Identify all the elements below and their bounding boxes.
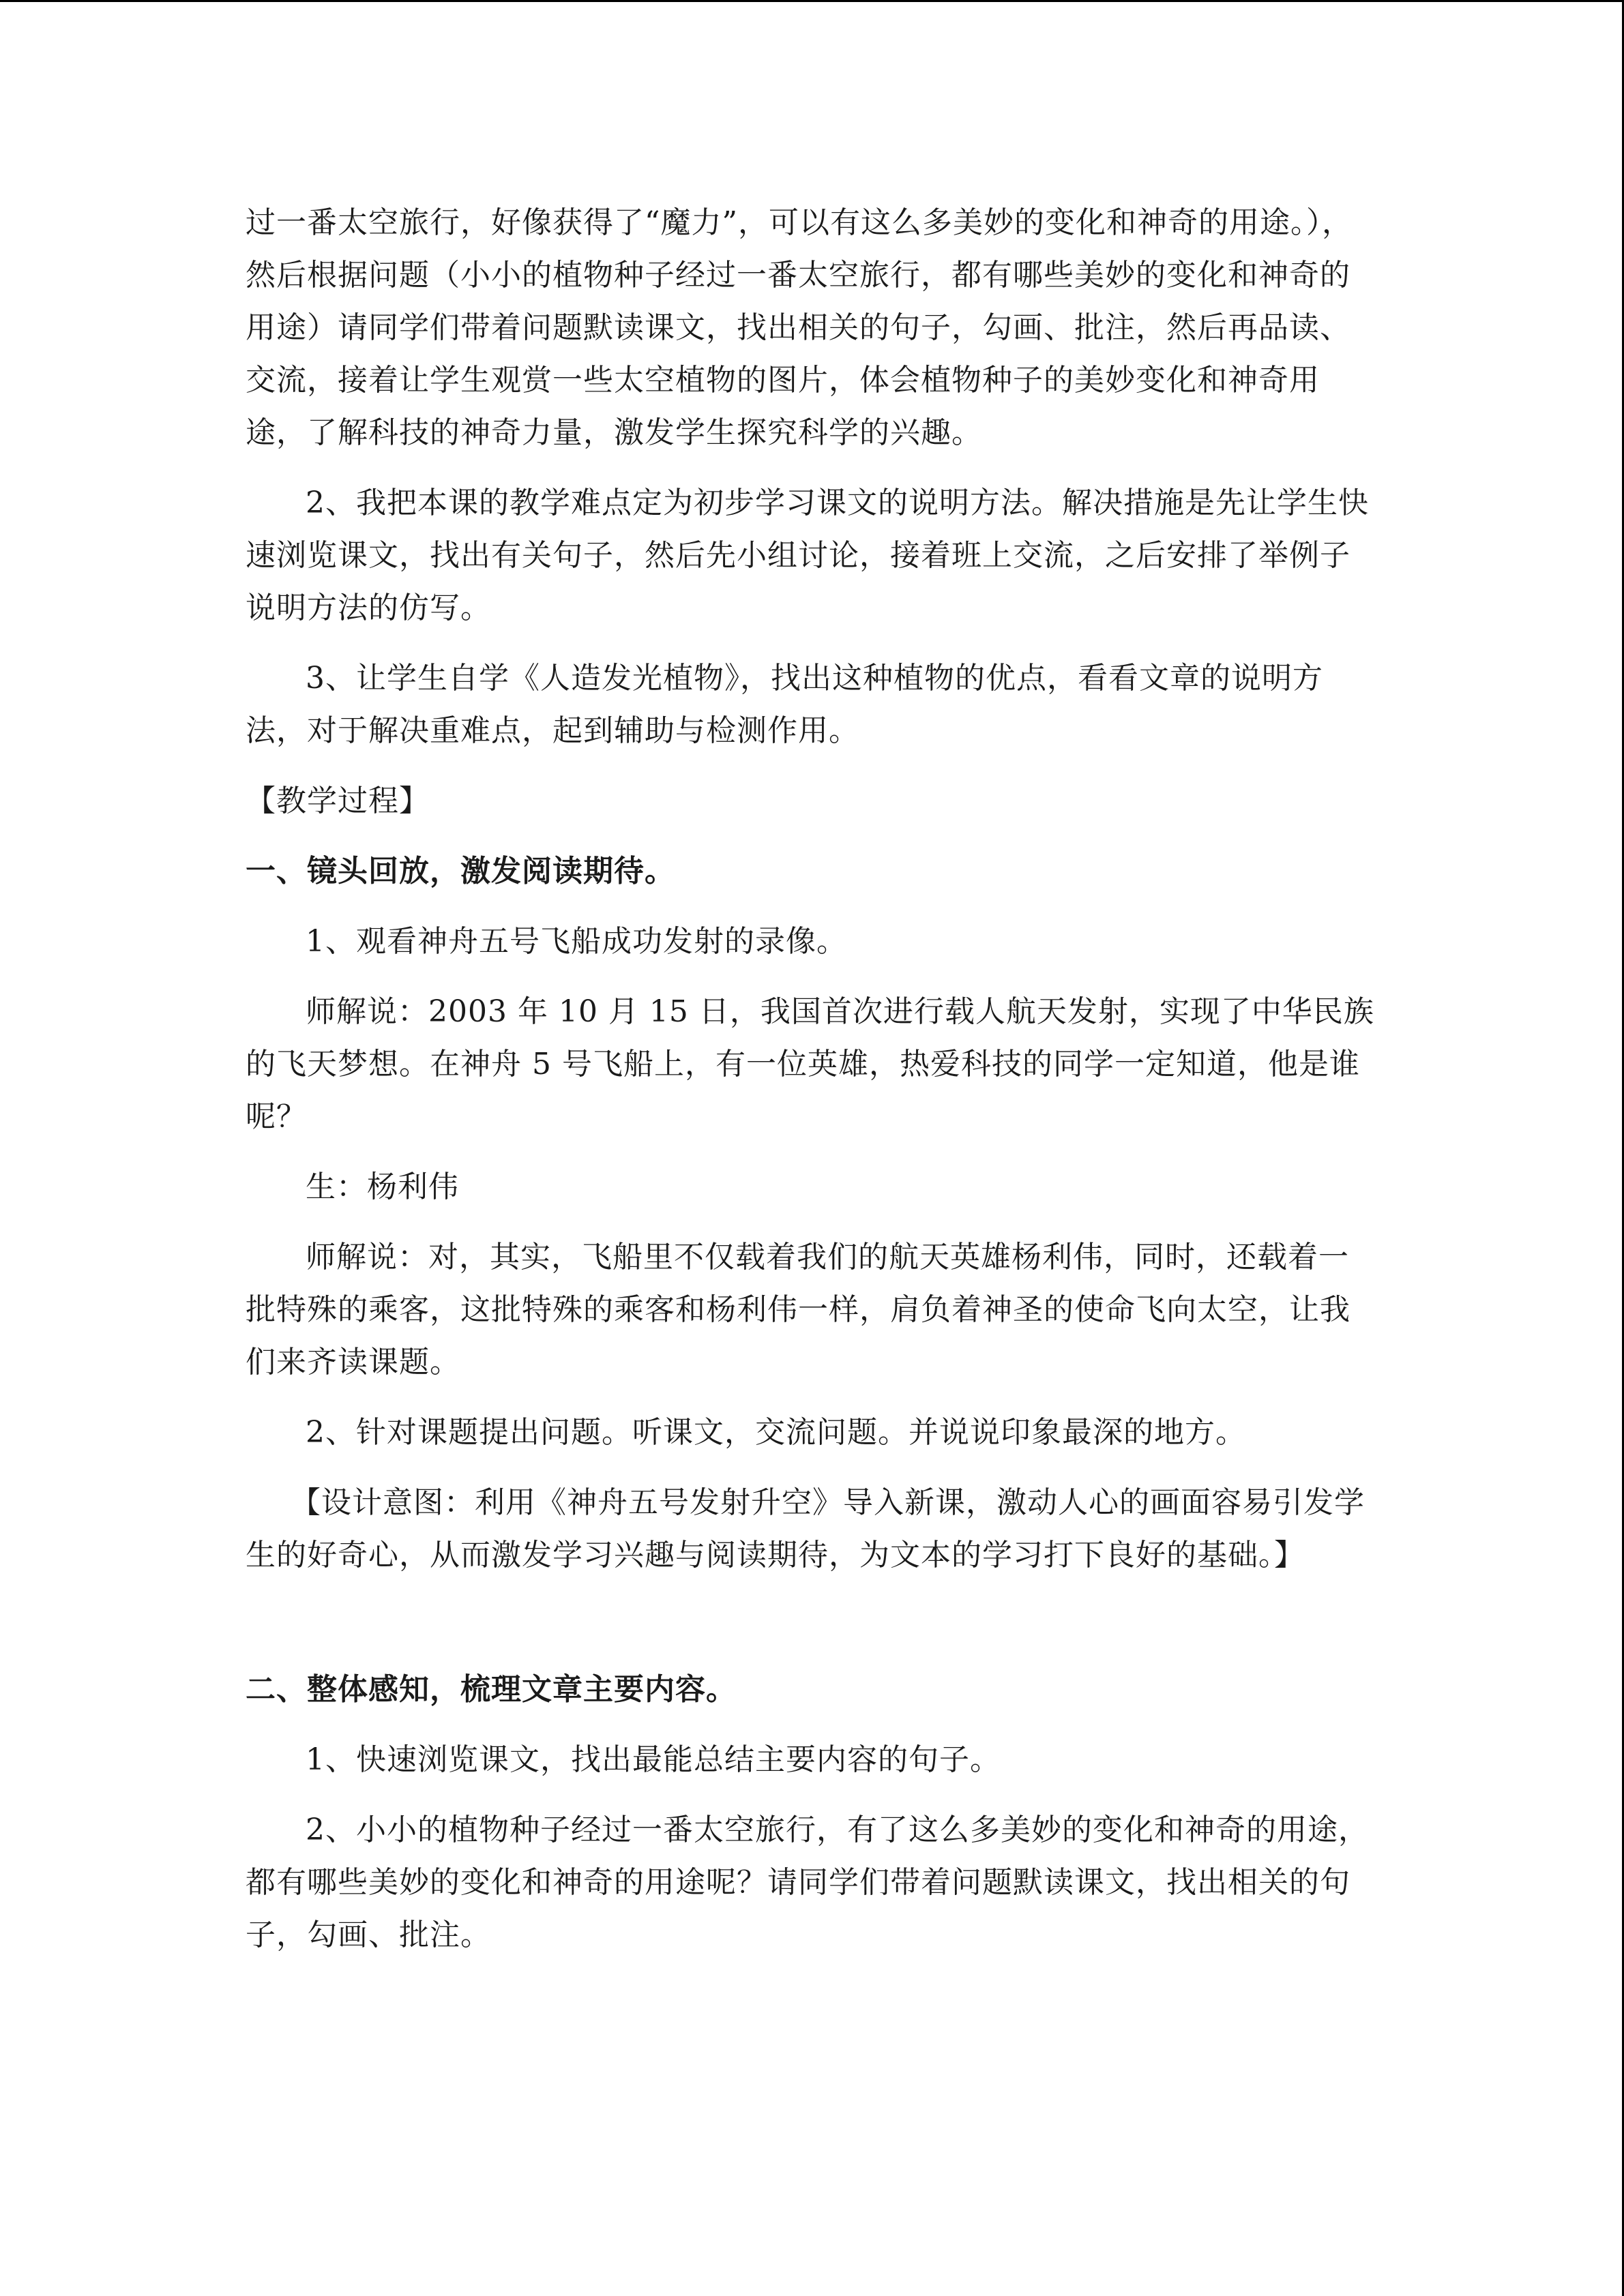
design-intent-note: 【设计意图：利用《神舟五号发射升空》导入新课，激动人心的画面容易引发学生的好奇心，从而激发学习兴趣与阅读期待，为文本的学习打下良好的基础。】 (246, 1485, 1365, 1572)
paragraph-read-silently: 2、小小的植物种子经过一番太空旅行，有了这么多美妙的变化和神奇的用途，都有哪些美妙的变化和神奇的用途呢？请同学们带着问题默读课文，找出相关的句子，勾画、批注。 (246, 1813, 1369, 1952)
heading-part-two: 二、整体感知，梳理文章主要内容。 (246, 1672, 737, 1707)
paragraph-teacher-explain: 师解说：对，其实，飞船里不仅载着我们的航天英雄杨利伟，同时，还载着一批特殊的乘客，这批特殊的乘客和杨利伟一样，肩负着神圣的使命飞向太空，让我们来齐读课题。 (246, 1240, 1350, 1380)
paragraph-continuation: 过一番太空旅行，好像获得了“魔力”，可以有这么多美妙的变化和神奇的用途。），然后根据问题（小小的植物种子经过一番太空旅行，都有哪些美妙的变化和神奇的用途）请同学们带着问题默读课文，找出相关的句子，勾画、批注，然后再品读、交流，接着让学生观赏一些太空植物的图片，体会植物种子的美妙变化和神奇用途，了解科技的神奇力量，激发学生探究科学的兴趣。 (246, 205, 1353, 450)
page-edge-top (0, 0, 1624, 2)
section-label-teaching-process: 【教学过程】 (246, 784, 430, 818)
paragraph-teacher-intro: 师解说：2003 年 10 月 15 日，我国首次进行载人航天发射，实现了中华民族的飞天梦想。在神舟 5 号飞船上，有一位英雄，热爱科技的同学一定知道，他是谁呢？ (246, 994, 1374, 1134)
document-body (246, 196, 1378, 1961)
paragraph-browse-text: 1、快速浏览课文，找出最能总结主要内容的句子。 (306, 1742, 1001, 1777)
paragraph-difficulty: 2、我把本课的教学难点定为初步学习课文的说明方法。解决措施是先让学生快速浏览课文，找出有关句子，然后先小组讨论，接着班上交流，之后安排了举例子说明方法的仿写。 (246, 486, 1369, 625)
heading-part-one: 一、镜头回放，激发阅读期待。 (246, 854, 675, 889)
paragraph-self-study: 3、让学生自学《人造发光植物》，找出这种植物的优点，看看文章的说明方法，对于解决重难点，起到辅助与检测作用。 (246, 661, 1323, 748)
paragraph-ask-questions: 2、针对课题提出问题。听课文，交流问题。并说说印象最深的地方。 (306, 1415, 1246, 1450)
paragraph-student-answer: 生：杨利伟 (306, 1169, 459, 1204)
paragraph-watch-video: 1、观看神舟五号飞船成功发射的录像。 (306, 924, 847, 959)
